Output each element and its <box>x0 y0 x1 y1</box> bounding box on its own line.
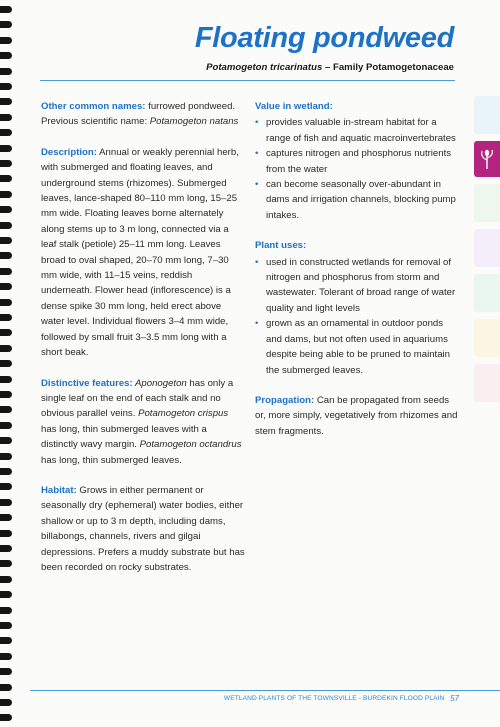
habitat-label: Habitat: <box>41 484 77 496</box>
propagation-label: Propagation: <box>255 394 315 406</box>
binding-ring <box>0 699 12 706</box>
binding-ring <box>0 576 12 583</box>
binding-ring <box>0 175 12 182</box>
binding-ring <box>0 530 12 537</box>
plant-uses-section <box>255 238 460 378</box>
other-names-text: furrowed pondweed. <box>145 101 236 112</box>
binding-ring <box>0 591 12 598</box>
binding-ring <box>0 376 12 383</box>
binding-ring <box>0 637 12 644</box>
binding-ring <box>0 160 12 167</box>
binding-ring <box>0 607 12 614</box>
spiral-binding <box>0 0 14 727</box>
pondweed-icon <box>478 148 496 170</box>
list-item: • provides valuable in-stream habitat for a range of fish and aquatic macroinvertebrates <box>255 115 460 146</box>
left-column <box>41 99 246 590</box>
binding-ring <box>0 129 12 136</box>
distinctive-features-section <box>41 376 246 468</box>
section-tab[interactable] <box>474 96 500 134</box>
propagation-section <box>255 393 460 439</box>
binding-ring <box>0 514 12 521</box>
description-section <box>41 145 246 361</box>
binding-ring <box>0 422 12 429</box>
description-label: Description: <box>41 146 97 158</box>
binding-ring <box>0 360 12 367</box>
section-tab[interactable] <box>474 229 500 267</box>
binding-ring <box>0 453 12 460</box>
binding-ring <box>0 314 12 321</box>
section-tab[interactable] <box>474 184 500 222</box>
list-item: • captures nitrogen and phosphorus nutrients from the water <box>255 146 460 177</box>
binding-ring <box>0 222 12 229</box>
list-item: • can become seasonally over-abundant in dams and irrigation channels, blocking pump intakes. <box>255 177 460 223</box>
subtitle-separator: – <box>322 62 333 73</box>
distinctive-text-3: has long, thin submerged leaves. <box>41 454 182 466</box>
binding-ring <box>0 483 12 490</box>
binding-ring <box>0 37 12 44</box>
plant-uses-label: Plant uses: <box>255 240 307 252</box>
right-column <box>255 99 460 454</box>
binding-ring <box>0 98 12 105</box>
family-name: Family Potamogetonaceae <box>332 62 454 73</box>
section-tab[interactable] <box>474 319 500 357</box>
habitat-text: Grows in either permanent or seasonally dry (ephemeral) water bodies, either shallow or up to 3 m depth, including dams, billabongs, channels, rivers and gilgai depressions. Prefers a muddy substrate but has been recorded on rocky substrates. <box>41 484 245 573</box>
book-title: WETLAND PLANTS OF THE TOWNSVILLE - BURDEKIN FLOOD PLAIN <box>223 695 445 702</box>
scientific-name: Potamogeton tricarinatus <box>206 62 323 73</box>
distinctive-species-3: Potamogeton octandrus <box>139 439 242 451</box>
binding-ring <box>0 653 12 660</box>
binding-ring <box>0 191 12 198</box>
binding-ring <box>0 237 12 244</box>
value-in-wetland-label: Value in wetland: <box>255 101 333 112</box>
distinctive-text-1: has only a single leaf on the end of each stalk and no obvious parallel veins. <box>41 377 234 420</box>
binding-ring <box>0 145 12 152</box>
binding-ring <box>0 468 12 475</box>
binding-ring <box>0 714 12 721</box>
footer-text <box>224 695 458 702</box>
binding-ring <box>0 391 12 398</box>
section-tab[interactable] <box>474 274 500 312</box>
binding-ring <box>0 406 12 413</box>
binding-ring <box>0 206 12 213</box>
other-names-label: Other common names: <box>41 101 146 112</box>
binding-ring <box>0 560 12 567</box>
distinctive-species-2: Potamogeton crispus <box>138 408 229 420</box>
binding-ring <box>0 299 12 306</box>
footer-divider <box>30 690 500 691</box>
distinctive-label: Distinctive features: <box>41 377 133 389</box>
section-tabs <box>474 96 500 409</box>
binding-ring <box>0 283 12 290</box>
binding-ring <box>0 114 12 121</box>
binding-ring <box>0 68 12 75</box>
page-title: Floating pondweed <box>194 22 454 54</box>
previous-name-label: Previous scientific name: <box>41 116 150 128</box>
value-list <box>255 115 460 223</box>
distinctive-species-1: Aponogeton <box>132 377 187 389</box>
section-tab[interactable] <box>474 364 500 402</box>
binding-ring <box>0 6 12 13</box>
habitat-section <box>41 483 246 575</box>
list-item: • grown as an ornamental in outdoor ponds and dams, but not often used in aquariums despite being able to be pruned to maintain the submerged leaves. <box>255 316 460 378</box>
propagation-text: Can be propagated from seeds or, more simply, vegetatively from rhizomes and stem fragments. <box>255 394 458 437</box>
previous-name-value: Potamogeton natans <box>149 116 239 128</box>
binding-ring <box>0 21 12 28</box>
binding-ring <box>0 622 12 629</box>
binding-ring <box>0 499 12 506</box>
description-text: Annual or weakly perennial herb, with submerged and floating leaves, and underground stems (rhizomes). Submerged leaves, lance-shaped 80–110 mm long, 15–25 mm wide. Floating leaves borne alternately along stems up to 3 m long, connected via a leaf stalk (petiole) 25–11 mm long. Leaves broad to oval shaped, 20–70 mm long, 7–30 mm wide, with 11–15 veins, reddish underneath. Flower head (inflorescence) is a dense spike 30 mm long, held erect above water level. Individual flowers 3–4 mm wide, followed by small fruit 3–3.5 mm long with a short beak. <box>41 146 239 359</box>
section-tab-active[interactable] <box>474 141 500 177</box>
binding-ring <box>0 345 12 352</box>
page-number: 57 <box>450 694 459 703</box>
binding-ring <box>0 684 12 691</box>
other-names-section <box>41 99 246 130</box>
distinctive-text-2: has long, thin submerged leaves with a distinctly wavy margin. <box>41 423 207 451</box>
binding-ring <box>0 329 12 336</box>
binding-ring <box>0 52 12 59</box>
binding-ring <box>0 437 12 444</box>
binding-ring <box>0 83 12 90</box>
binding-ring <box>0 668 12 675</box>
value-in-wetland-section <box>255 99 460 223</box>
binding-ring <box>0 252 12 259</box>
binding-ring <box>0 268 12 275</box>
uses-list <box>255 255 460 378</box>
list-item: • used in constructed wetlands for removal of nitrogen and phosphorus from storm and wastewater. Tolerant of broad range of water quality and light levels <box>255 255 460 317</box>
binding-ring <box>0 545 12 552</box>
page-subtitle <box>206 62 454 73</box>
title-divider <box>40 80 455 81</box>
